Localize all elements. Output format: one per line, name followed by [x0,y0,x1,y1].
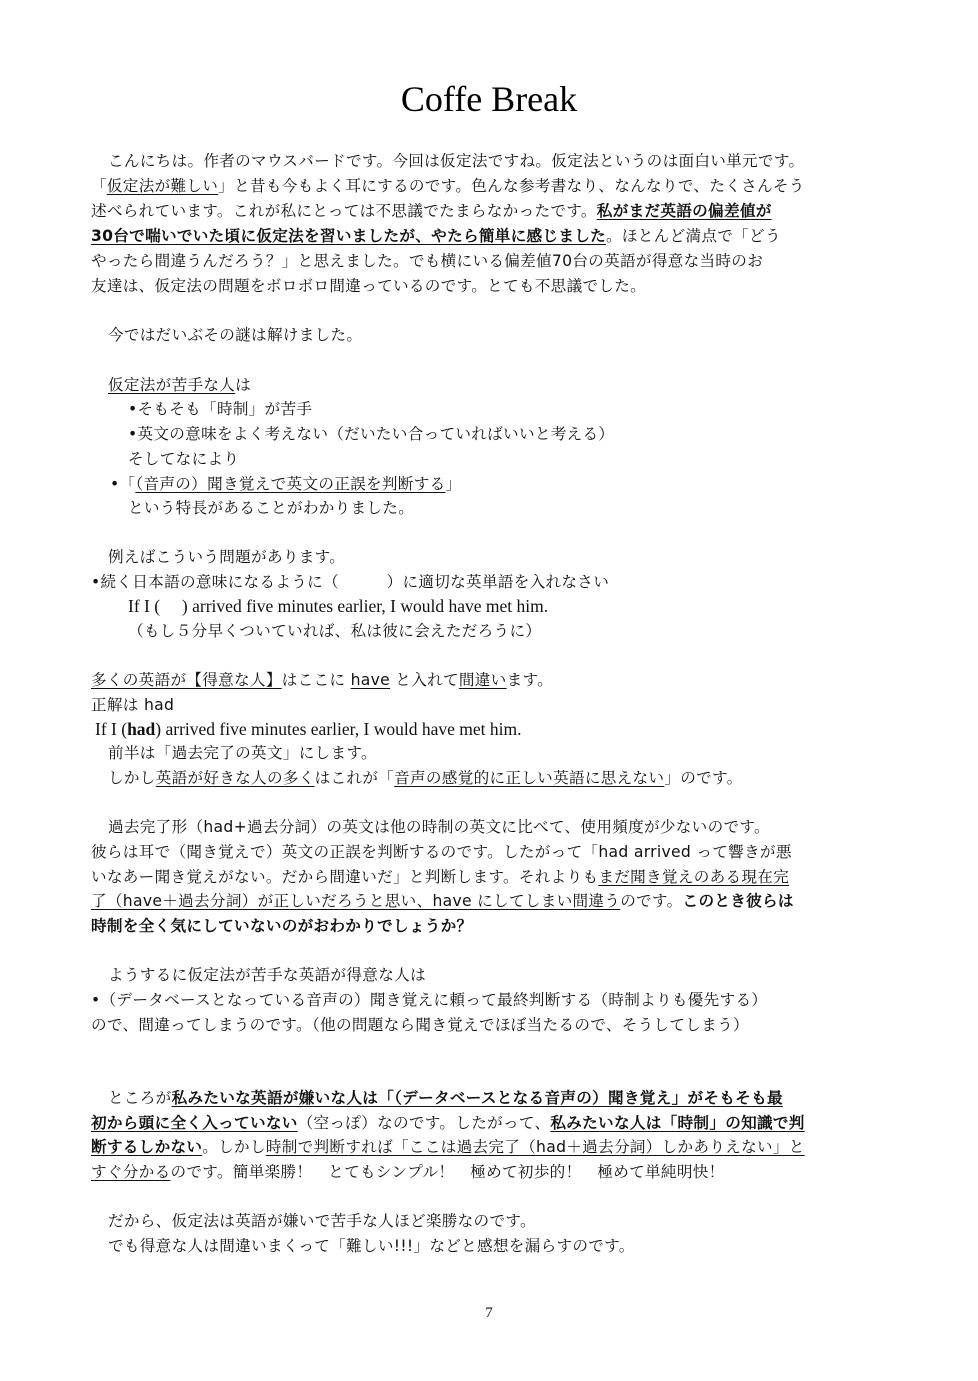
para5-line1: ところが私みたいな英語が嫌いな人は「（データベースとなる音声の）聞き覚え」がそもそも最 [108,1089,783,1107]
para2: 今ではだいぶその謎は解けました。 [108,326,363,344]
answer-line1: 多くの英語が【得意な人】はここに have と入れて間違います。 [91,671,554,689]
para6-line1: だから、仮定法は英語が嫌いで苦手な人ほど楽勝なのです。 [108,1212,536,1230]
answer-line2: 正解は had [91,696,175,714]
para1-line1: こんにちは。作者のマウスバードです。今回は仮定法ですね。仮定法というのは面白い単元です。 [108,152,805,170]
example-japanese: （もし５分早くついていれば、私は彼に会えただろうに） [128,622,542,640]
para3-line2: 彼らは耳で（聞き覚えで）英文の正誤を判断するのです。したがって「had arrived って響きが悪 [91,843,792,861]
list-item-3: そしてなにより [128,450,240,468]
answer-english: If I (had) arrived five minutes earlier, I would have met him. [95,719,522,739]
page-title: Coffe Break [400,79,578,119]
list-heading: 仮定法が苦手な人は [108,376,252,394]
para6-line2: でも得意な人は間違いまくって「難しい!!!」などと感想を漏らすのです。 [108,1237,635,1255]
para5-line4: すぐ分かるのです。簡単楽勝！ とてもシンプル！ 極めて初歩的！ 極めて単純明快！ [91,1163,725,1181]
para3-line5: 時制を全く気にしていないのがおわかりでしょうか？ [91,917,473,935]
para5-line2: 初から頭に全く入っていない（空っぽ）なのです。したがって、私みたいな人は「時制」の知識で判 [91,1114,805,1132]
para5-line3: 断するしかない。しかし時制で判断すれば「ここは過去完了（had＋過去分詞）しかありえない」と [91,1138,805,1156]
para1-line2: 「仮定法が難しい」と昔も今もよく耳にするのです。色んな参考書なり、なんなりで、たくさんそう [91,177,805,195]
list-conclusion: という特長があることがわかりました。 [128,499,415,517]
para4-line2: •（データベースとなっている音声の）聞き覚えに頼って最終判断する（時制よりも優先する） [91,991,768,1009]
para3-line4: 了（have＋過去分詞）が正しいだろうと思い、have にしてしまい間違うのです。このとき彼らは [91,892,794,910]
list-item-4: •「（音声の）聞き覚えで英文の正誤を判断する」 [110,475,462,493]
para1-line6: 友達は、仮定法の問題をボロボロ間違っているのです。とても不思議でした。 [91,277,647,295]
list-item-1: •そもそも「時制」が苦手 [128,400,313,418]
page-number: 7 [485,1305,493,1321]
para3-line3: いなあー聞き覚えがない。だから間違いだ」と判断します。それよりもまだ聞き覚えのある現在完 [91,868,790,886]
answer-line5: しかし英語が好きな人の多くはこれが「音声の感覚的に正しい英語に思えない」のです。 [108,769,743,787]
example-english: If I ( ) arrived five minutes earlier, I would have met him. [128,596,549,616]
para1-line3: 述べられています。これが私にとっては不思議でたまらなかったです。私がまだ英語の偏差値が [91,202,772,220]
example-intro: 例えばこういう問題があります。 [108,548,346,566]
para1-line5: やったら間違うんだろう？」と思えました。でも横にいる偏差値70台の英語が得意な当時のお [91,252,764,270]
para1-line4: 30台で喘いでいた頃に仮定法を習いましたが、やたら簡単に感じました。ほとんど満点で「どう [91,227,781,245]
answer-line4: 前半は「過去完了の英文」にします。 [108,744,377,762]
list-item-2: •英文の意味をよく考えない（だいたい合っていればいいと考える） [128,425,615,443]
para3-line1: 過去完了形（had+過去分詞）の英文は他の時制の英文に比べて、使用頻度が少ないのです。 [108,818,770,836]
para4-line1: ようするに仮定法が苦手な英語が得意な人は [108,966,426,984]
example-question: •続く日本語の意味になるように（ ）に適切な英単語を入れなさい [91,573,610,591]
para4-line3: ので、間違ってしまうのです。（他の問題なら聞き覚えでほぼ当たるので、そうしてしまう） [91,1016,749,1034]
